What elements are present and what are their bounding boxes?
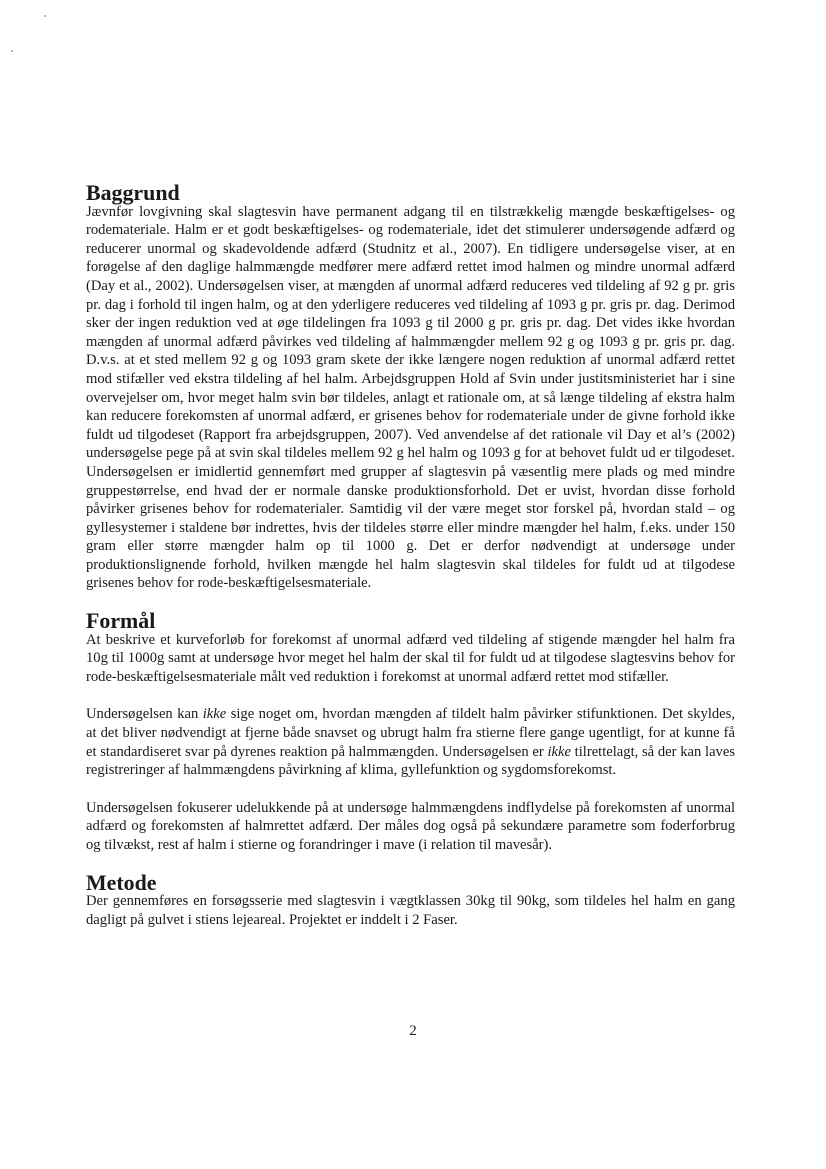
metode-paragraph: Der gennemføres en forsøgsserie med slagtesvin i vægtklassen 30kg til 90kg, som tildeles hel halm en gang dagligt på gulvet i stiens lejeareal. Projektet er inddelt i 2 Faser. <box>86 893 735 928</box>
text-run: tilrettelagt, så der kan laves registreringer af halmmængdens påvirkning af klima, gyllefunktion og sygdomsforekomst. <box>86 743 736 779</box>
stifunktion-paragraph <box>86 705 735 779</box>
paragraph-gap <box>86 780 735 799</box>
scan-speck <box>44 15 46 17</box>
page-number: 2 <box>409 1023 417 1039</box>
scan-speck <box>11 50 13 52</box>
fokus-paragraph: Undersøgelsen fokuserer udelukkende på at undersøge halmmængdens indflydelse på forekomsten af unormal adfærd og forekomsten af halmrettet adfærd. Der måles dog også på sekundære parametre som foderforbrug og tilvækst, rest af halm i stierne og forandringer i mave (i relation til mavesår). <box>86 799 735 853</box>
formaal-paragraph: At beskrive et kurveforløb for forekomst af unormal adfærd ved tildeling af stigende mængder hel halm fra 10g til 1000g samt at undersøge hvor meget hel halm der skal til for fuldt ud at tilgodese slagtesvins behov for rode-beskæftigelsesmateriale målt ved reduktion i forekomst at unormal adfærd rettet mod stifæller. <box>86 631 735 685</box>
text-run: Undersøgelsen kan <box>86 706 203 723</box>
paragraph-gap <box>86 686 735 705</box>
emphasis-ikke: ikke <box>547 743 571 760</box>
emphasis-ikke: ikke <box>202 706 227 723</box>
page-body <box>86 180 736 929</box>
heading-baggrund: Baggrund <box>86 180 180 205</box>
paragraph-gap <box>86 593 735 612</box>
paragraph-gap <box>86 855 735 874</box>
heading-metode: Metode <box>86 869 157 895</box>
text-run: sige noget om, hvordan mængden af tildelt halm påvirker stifunktionen. Det skyldes, at det bliver nødvendigt at fjerne både snavset og ubrugt halm fra stierne flere gange ugentligt, for at kunne få et standardiseret svar på dyrenes reaktion på halmmængden. Undersøgelsen er <box>86 706 735 760</box>
baggrund-paragraph: Jævnfør lovgivning skal slagtesvin have permanent adgang til en tilstrækkelig mængde beskæftigelses- og rodemateriale. Halm er et godt beskæftigelses- og rodemateriale, idet det stimulerer undersøgende adfærd og reducerer unormal og skadevoldende adfærd (Studnitz et al., 2007). En tidligere undersøgelse viser, at en forøgelse af den daglige halmmængde medfører mere adfærd rettet imod halmen og mindre unormal adfærd (Day et al., 2002). Undersøgelsen viser, at mængden af unormal adfærd reduceres ved tildeling af 92 g pr. gris pr. dag i forhold til ingen halm, og at den yderligere reduceres ved tildeling af 1093 g pr. gris pr. dag. Derimod sker der ingen reduktion ved at øge tildelingen fra 1093 g til 2000 g pr. gris pr. dag. Det vides ikke hvordan mængden af unormal adfærd påvirkes ved tildeling af halmmængder mellem 92 g og 1093 g pr. gris pr. dag. D.v.s. at et sted mellem 92 g og 1093 gram skete der ikke længere nogen reduktion af unormal adfærd rettet mod stifæller ved ekstra tildeling af hel halm. Arbejdsgruppen Hold af Svin under justitsministeriet har i sine overvejelser om, hvor meget halm svin bør tildeles, anlagt et rationale om, at så længe tildeling af ekstra halm kan reducere forekomsten af unormal adfærd, er grisenes behov for rodemateriale under de givne forhold ikke fuldt ud tilgodeset (Rapport fra arbejdsgruppen, 2007). Ved anvendelse af det rationale vil Day et al’s (2002) undersøgelse pege på at svin skal tildeles mellem 92 g hel halm og 1093 g for at behovet fuldt ud er tilgodeset. Undersøgelsen er imidlertid gennemført med grupper af slagtesvin på væsentlig mere plads og med mindre gruppestørrelse, end hvad der er normale danske produktionsforhold. Det er uvist, hvordan disse forhold påvirker grisenes behov for rodematerialer. Samtidig vil der være meget stor forskel på, hvordan stald – og gyllesystemer i staldene bør indrettes, hvis der tildeles større eller mindre mængder hel halm, f.eks. under 150 gram eller større mængder halm op til 1000 g. Det er derfor nødvendigt at undersøge under produktionslignende forhold, hvilken mængde hel halm slagtesvin skal tildeles for fuldt ud at tilgodese grisenes behov for rode-beskæftigelsesmateriale. <box>86 203 735 592</box>
heading-formaal: Formål <box>86 608 156 634</box>
